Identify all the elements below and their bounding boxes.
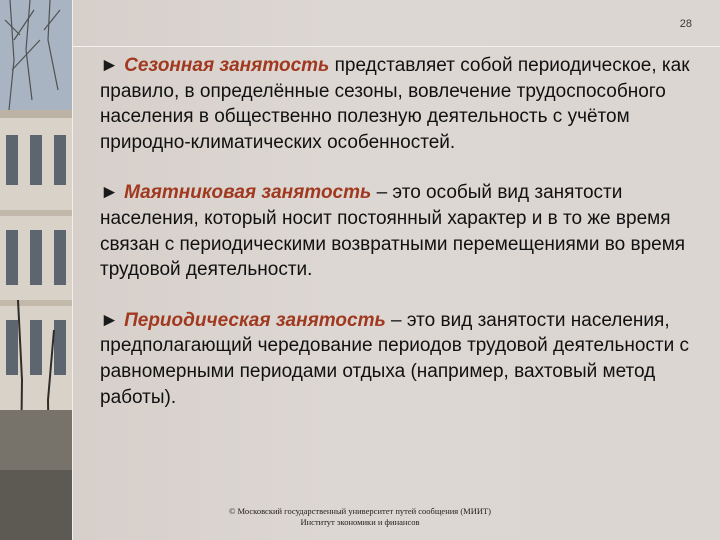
footer-institute: Институт экономики и финансов (300, 517, 420, 527)
page-number: 28 (679, 18, 692, 30)
definition-pendulum: – это особый вид занятости населения, который носит постоянный характер и в то же время связан с периодическими возвратными перемещениями во время трудовой деятельности. (100, 182, 686, 281)
paragraph-periodic (100, 308, 700, 410)
term-seasonal: Сезонная занятость (124, 55, 330, 76)
left-divider (72, 0, 73, 540)
definition-periodic: – это вид занятости населения, предполагающий чередование периодов трудовой деятельности с равномерными периодами отдыха (например, вахтовый метод работы). (100, 309, 690, 408)
building-photo (0, 0, 72, 540)
footer (150, 506, 570, 528)
paragraph-pendulum (100, 180, 700, 282)
bullet-arrow-icon: ► (100, 55, 119, 76)
bullet-arrow-icon: ► (100, 182, 119, 204)
definition-seasonal: представляет собой периодическое, как правило, в определённые сезоны, вовлечение трудоспособного населения в общественно полезную деятельность с учётом природно-климатических особенностей. (100, 55, 690, 153)
term-periodic: Периодическая занятость (124, 309, 386, 331)
bullet-arrow-icon: ► (100, 309, 119, 331)
term-pendulum: Маятниковая занятость (124, 182, 372, 204)
header-divider (72, 46, 720, 47)
slide-body (100, 53, 700, 435)
footer-copyright: © Московский государственный университет путей сообщения (МИИТ) (228, 506, 492, 516)
paragraph-seasonal (100, 53, 700, 155)
